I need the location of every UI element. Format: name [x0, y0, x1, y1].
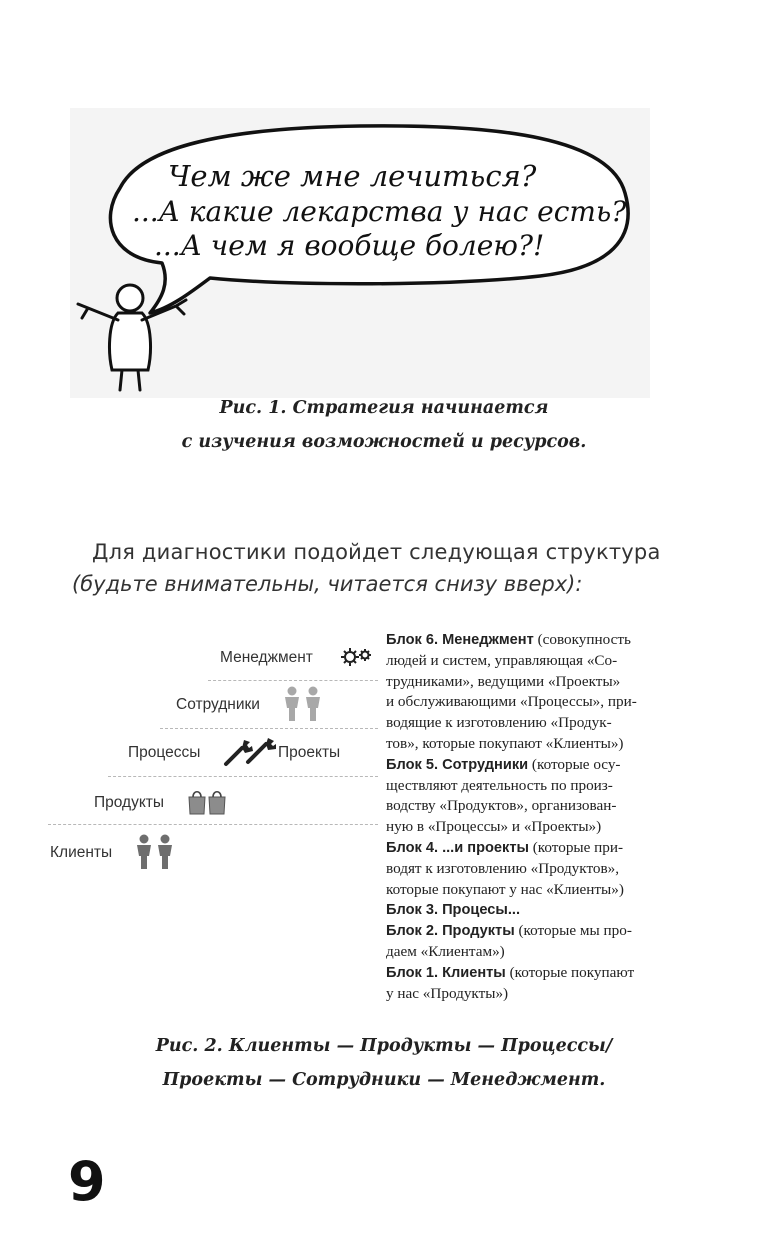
bags-icon — [186, 788, 228, 820]
block-line: и обслуживающими «Процессы», при- — [386, 693, 637, 711]
level-products-label: Продукты — [94, 794, 165, 811]
speech-line-1: Чем же мне лечиться? — [168, 159, 537, 193]
block-line: водящие к изготовлению «Продук- — [386, 714, 612, 732]
block-line: людей и систем, управляющая «Со- — [386, 651, 618, 669]
block-line: ществляют деятельность по произ- — [386, 776, 613, 794]
block-line: Блок 5. Сотрудники (которые осу- — [386, 755, 621, 773]
figure-1-illustration — [70, 108, 650, 398]
block-line: Блок 1. Клиенты (которые покупают — [386, 963, 635, 981]
block-line: Блок 4. ...и проекты (которые при- — [386, 838, 624, 856]
level-management-label: Менеджмент — [220, 649, 313, 666]
block-line: у нас «Продукты») — [386, 984, 509, 1002]
block-line: даем «Клиентам») — [386, 942, 505, 960]
level-clients-label: Клиенты — [50, 844, 113, 861]
figure-1-caption-line-1: Рис. 1. Стратегия начинается — [219, 398, 549, 418]
intro-line-1: Для диагностики подойдет следующая структура — [92, 540, 661, 564]
block-line: которые покупают у нас «Клиенты») — [386, 880, 624, 898]
pyramid-diagram — [48, 630, 378, 890]
page-number: 9 — [68, 1150, 106, 1213]
block-line: водят к изготовлению «Продуктов», — [386, 859, 620, 877]
blocks-description — [386, 630, 706, 1004]
gears-icon — [340, 646, 374, 672]
level-divider — [108, 776, 378, 777]
block-line: Блок 3. Процесы... — [386, 902, 521, 919]
block-line: трудниками», ведущими «Проекты» — [386, 672, 621, 690]
level-divider — [208, 680, 378, 681]
level-divider — [48, 824, 378, 825]
wrenches-icon — [220, 736, 276, 772]
level-processes-label: Процессы — [128, 744, 201, 761]
speech-bubble-drawing — [70, 108, 650, 398]
level-projects-label: Проекты — [278, 744, 341, 761]
block-line: ную в «Процессы» и «Проекты») — [386, 818, 602, 836]
block-line: водству «Продуктов», организован- — [386, 797, 617, 815]
level-staff-label: Сотрудники — [176, 696, 260, 713]
intro-line-2: (будьте внимательны, читается снизу вверх): — [72, 572, 583, 596]
figure-2-caption-line-1: Рис. 2. Клиенты — Продукты — Процессы/ — [155, 1036, 613, 1056]
block-line: Блок 6. Менеджмент (совокупность — [386, 631, 631, 648]
block-line: тов», которые покупают «Клиенты») — [386, 734, 624, 752]
speech-line-2: ...А какие лекарства у нас есть? — [132, 195, 627, 228]
figure-1-caption-line-2: с изучения возможностей и ресурсов. — [181, 432, 587, 452]
block-line: Блок 2. Продукты (которые мы про- — [386, 922, 632, 940]
level-divider — [160, 728, 378, 729]
people-icon — [280, 686, 326, 726]
figure-2-caption-line-2: Проекты — Сотрудники — Менеджмент. — [162, 1070, 606, 1090]
people-icon — [132, 834, 178, 874]
speech-line-3: ...А чем я вообще болею?! — [154, 229, 545, 262]
